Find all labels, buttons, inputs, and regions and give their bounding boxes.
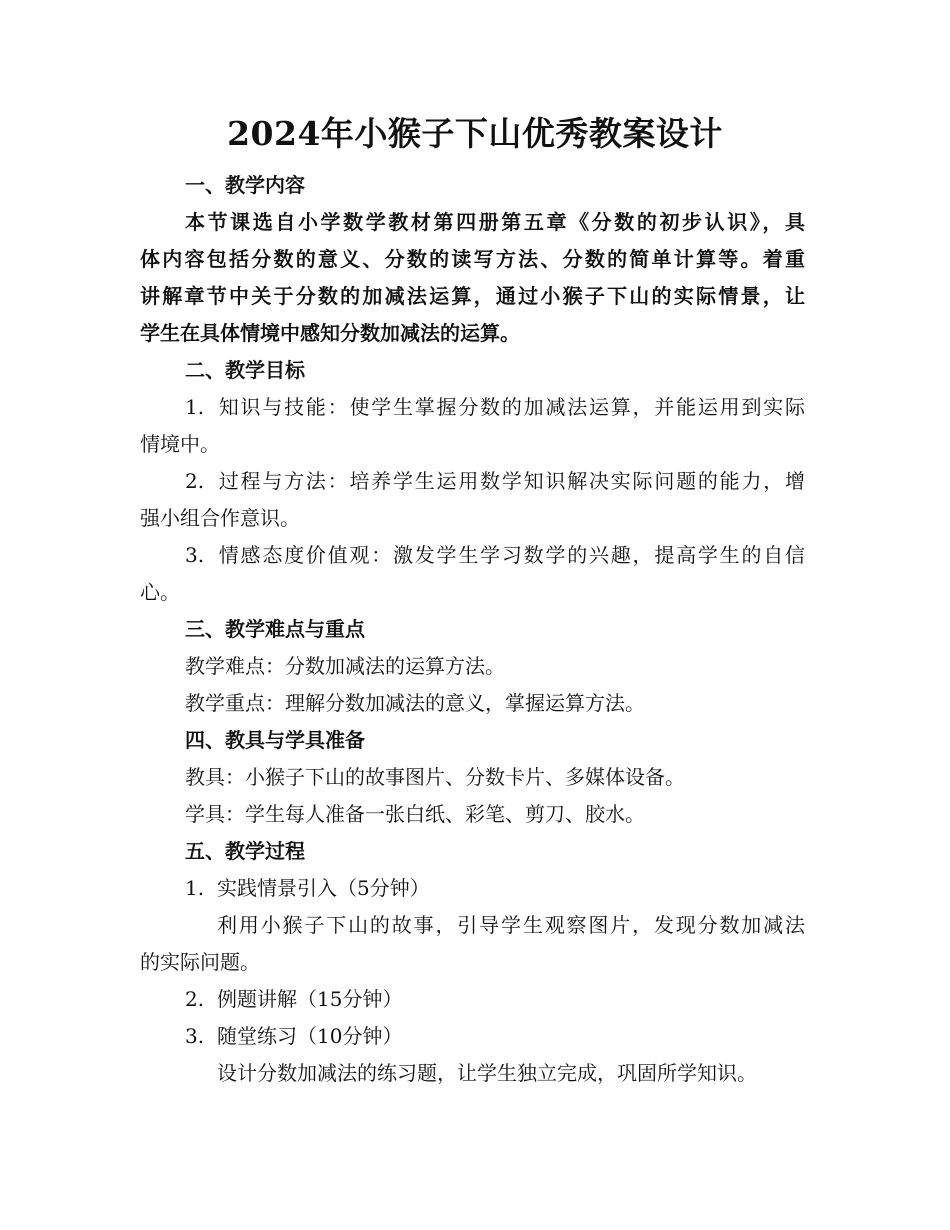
process-step bbox=[185, 1018, 805, 1055]
process-step bbox=[185, 870, 805, 907]
step-label: 例题讲解（15分钟） bbox=[217, 987, 403, 1011]
paragraph-line: 学生在具体情境中感知分数加减法的运算。 bbox=[140, 321, 520, 345]
list-item-continuation: 强小组合作意识。 bbox=[140, 506, 300, 530]
list-text: 知识与技能：使学生掌握分数的加减法运算，并能运用到实际 bbox=[217, 395, 805, 419]
step-number: 2. bbox=[185, 987, 205, 1011]
difficulty-text: 教学难点：分数加减法的运算方法。 bbox=[185, 654, 505, 678]
step-description: 设计分数加减法的练习题，让学生独立完成，巩固所学知识。 bbox=[217, 1061, 757, 1085]
section-heading-process: 五、教学过程 bbox=[185, 839, 305, 863]
step-number: 1. bbox=[185, 876, 205, 900]
list-text: 过程与方法：培养学生运用数学知识解决实际问题的能力，增 bbox=[217, 469, 805, 493]
paragraph-line: 体内容包括分数的意义、分数的读写方法、分数的简单计算等。着重 bbox=[140, 247, 805, 271]
step-description-continuation: 的实际问题。 bbox=[140, 950, 260, 974]
list-number: 1. bbox=[185, 395, 205, 419]
section-heading-materials: 四、教具与学具准备 bbox=[185, 728, 365, 752]
list-item-continuation: 心。 bbox=[140, 580, 180, 604]
section-heading-objectives: 二、教学目标 bbox=[185, 358, 305, 382]
step-label: 随堂练习（10分钟） bbox=[217, 1024, 403, 1048]
paragraph-line: 讲解章节中关于分数的加减法运算，通过小猴子下山的实际情景，让 bbox=[140, 284, 805, 308]
list-item bbox=[185, 389, 805, 426]
paragraph-line: 本节课选自小学数学教材第四册第五章《分数的初步认识》，具 bbox=[185, 210, 805, 234]
teacher-materials-text: 教具：小猴子下山的故事图片、分数卡片、多媒体设备。 bbox=[185, 765, 685, 789]
section-heading-difficulties: 三、教学难点与重点 bbox=[185, 617, 365, 641]
list-item-continuation: 情境中。 bbox=[140, 432, 220, 456]
student-materials-text: 学具：学生每人准备一张白纸、彩笔、剪刀、胶水。 bbox=[185, 802, 645, 826]
process-step bbox=[185, 981, 805, 1018]
list-item bbox=[185, 463, 805, 500]
step-label: 实践情景引入（5分钟） bbox=[217, 876, 430, 900]
step-number: 3. bbox=[185, 1024, 205, 1048]
document-title: 2024年小猴子下山优秀教案设计 bbox=[227, 114, 723, 153]
list-number: 2. bbox=[185, 469, 205, 493]
step-description: 利用小猴子下山的故事，引导学生观察图片，发现分数加减法 bbox=[217, 913, 805, 937]
key-point-text: 教学重点：理解分数加减法的意义，掌握运算方法。 bbox=[185, 691, 645, 715]
list-item bbox=[185, 537, 805, 574]
list-number: 3. bbox=[185, 543, 205, 567]
section-heading-content: 一、教学内容 bbox=[185, 173, 305, 197]
list-text: 情感态度价值观：激发学生学习数学的兴趣，提高学生的自信 bbox=[217, 543, 805, 567]
